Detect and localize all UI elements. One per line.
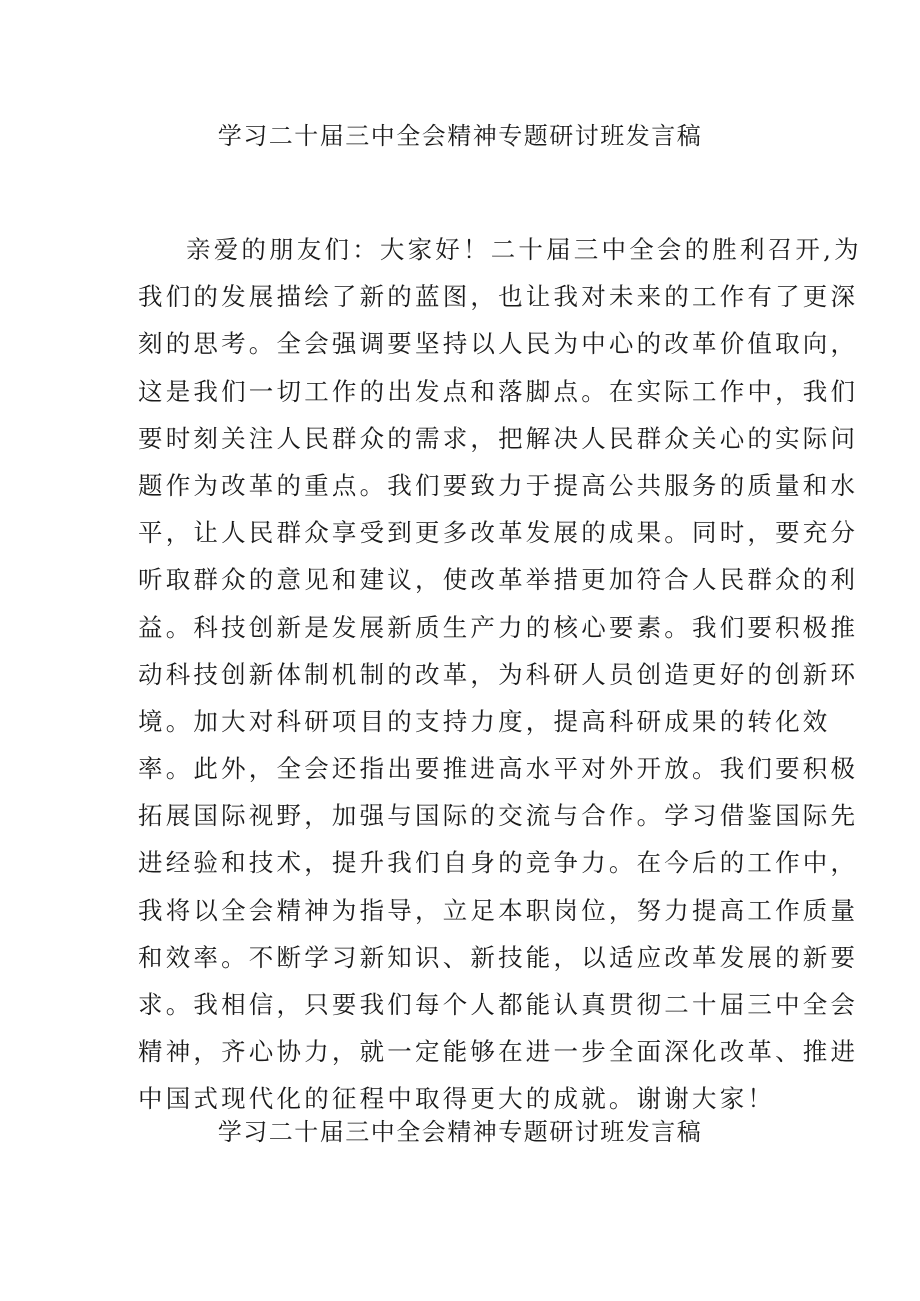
body-line: 中国式现代化的征程中取得更大的成就。谢谢大家！ (138, 1084, 776, 1114)
body-line: 率。此外，全会还指出要推进高水平对外开放。我们要积极 (138, 754, 859, 784)
body-line: 亲爱的朋友们：大家好！二十届三中全会的胜利召开,为 (186, 235, 862, 264)
body-line: 进经验和技术，提升我们自身的竞争力。在今后的工作中， (138, 848, 859, 878)
body-line: 拓展国际视野，加强与国际的交流与合作。学习借鉴国际先 (138, 801, 859, 831)
body-line: 要时刻关注人民群众的需求，把解决人民群众关心的实际问 (138, 423, 859, 453)
body-line: 题作为改革的重点。我们要致力于提高公共服务的质量和水 (138, 470, 859, 500)
body-line: 境。加大对科研项目的支持力度，提高科研成果的转化效 (138, 706, 831, 736)
body-line: 和效率。不断学习新知识、新技能，以适应改革发展的新要 (138, 942, 859, 972)
body-line: 我将以全会精神为指导，立足本职岗位，努力提高工作质量 (138, 895, 859, 925)
body-line: 精神，齐心协力，就一定能够在进一步全面深化改革、推进 (138, 1037, 859, 1067)
body-line: 动科技创新体制机制的改革，为科研人员创造更好的创新环 (138, 659, 859, 689)
body-line: 益。科技创新是发展新质生产力的核心要素。我们要积极推 (138, 612, 859, 642)
repeated-document-title: 学习二十届三中全会精神专题研讨班发言稿 (217, 1118, 703, 1146)
body-line: 这是我们一切工作的出发点和落脚点。在实际工作中，我们 (138, 376, 859, 406)
body-line: 求。我相信，只要我们每个人都能认真贯彻二十届三中全会 (138, 990, 859, 1019)
document-body (138, 226, 862, 1123)
document-title: 学习二十届三中全会精神专题研讨班发言稿 (217, 122, 703, 150)
body-line: 刻的思考。全会强调要坚持以人民为中心的改革价值取向， (138, 329, 859, 359)
body-line: 听取群众的意见和建议，使改革举措更加符合人民群众的利 (138, 565, 859, 595)
body-line: 我们的发展描绘了新的蓝图，也让我对未来的工作有了更深 (138, 282, 859, 312)
body-line: 平，让人民群众享受到更多改革发展的成果。同时，要充分 (138, 518, 859, 548)
